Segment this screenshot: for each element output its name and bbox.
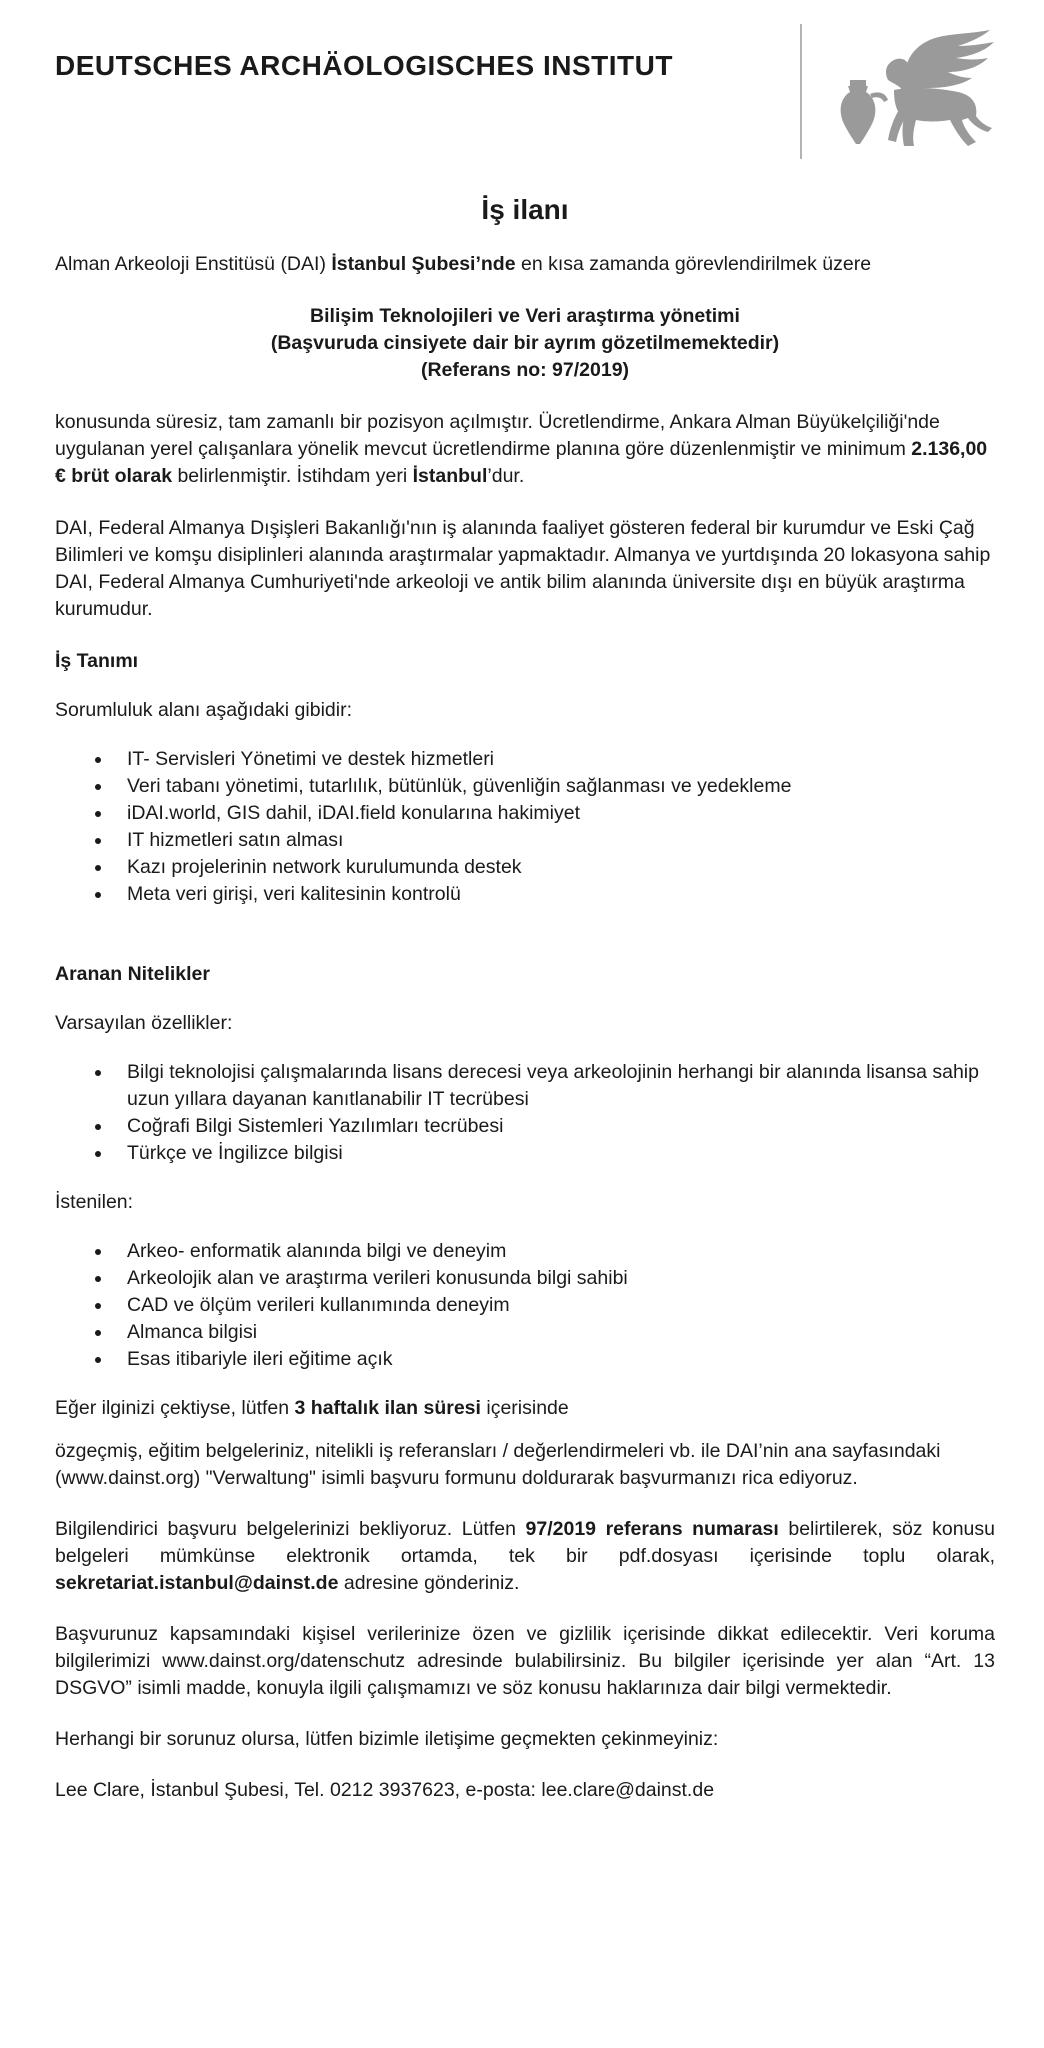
- salary-text-mid: belirlenmiştir. İstihdam yeri: [172, 465, 413, 487]
- application-submit: [55, 1516, 995, 1597]
- deadline-text-end: içerisinde: [480, 1397, 569, 1419]
- submit-text-mid: belirtilerek, söz konusu belgeleri mümkünse elektronik ortamda, tek bir pdf.dosyası içerisinde toplu olarak,: [55, 1518, 995, 1567]
- submit-text-end: adresine gönderiniz.: [338, 1572, 520, 1594]
- application-documents: özgeçmiş, eğitim belgeleriniz, nitelikli iş referansları / değerlendirmeleri vb. ile DAI’nin ana sayfasındaki (www.dainst.org) "Verwaltung" isimli başvuru formunu doldurarak başvurmanızı rica ediyoruz.: [55, 1440, 941, 1489]
- about-paragraph: DAI, Federal Almanya Dışişleri Bakanlığı'nın iş alanında faaliyet gösteren federal bir kurumdur ve Eski Çağ Bilimleri ve komşu disiplinleri alanında araştırmalar yapmaktadır. Almanya ve yurtdışında 20 lokasyona sahip DAI, Federal Almanya Cumhuriyeti'nde arkeoloji ve antik bilim alanında üniversite dışı en büyük araştırma kurumudur.: [55, 517, 991, 620]
- submit-reference: 97/2019 referans numarası: [525, 1518, 779, 1540]
- list-item: Kazı projelerinin network kurulumunda destek: [55, 854, 995, 881]
- position-reference: (Referans no: 97/2019): [420, 359, 630, 381]
- desired-list: [55, 1238, 995, 1373]
- salary-text-end: ’dur.: [487, 465, 525, 487]
- list-item: Veri tabanı yönetimi, tutarlılık, bütünlük, güvenliğin sağlanması ve yedekleme: [55, 773, 995, 800]
- griffin-logo-icon: [830, 28, 1000, 153]
- list-item: IT hizmetleri satın alması: [55, 827, 995, 854]
- submit-email: sekretariat.istanbul@dainst.de: [55, 1572, 339, 1594]
- page-title: İş ilanı: [481, 194, 569, 225]
- job-description-heading: İş Tanımı: [55, 650, 139, 672]
- list-item: Bilgi teknolojisi çalışmalarında lisans derecesi veya arkeolojinin herhangi bir alanında lisansa sahip uzun yıllara dayanan kanıtlanabilir IT tecrübesi: [55, 1059, 995, 1113]
- list-item: IT- Servisleri Yönetimi ve destek hizmetleri: [55, 746, 995, 773]
- list-item: Türkçe ve İngilizce bilgisi: [55, 1140, 995, 1167]
- intro-text: Alman Arkeoloji Enstitüsü (DAI): [55, 253, 332, 275]
- list-item: Arkeo- enformatik alanında bilgi ve deneyim: [55, 1238, 995, 1265]
- application-deadline: [55, 1395, 995, 1422]
- required-intro: Varsayılan özellikler:: [55, 1012, 233, 1034]
- required-list: [55, 1059, 995, 1167]
- qualifications-heading: Aranan Nitelikler: [55, 963, 210, 985]
- contact-details: Lee Clare, İstanbul Şubesi, Tel. 0212 3937623, e-posta: lee.clare@dainst.de: [55, 1779, 715, 1801]
- list-item: CAD ve ölçüm verileri kullanımında deneyim: [55, 1292, 995, 1319]
- job-posting: [55, 192, 995, 1804]
- intro-text-end: en kısa zamanda görevlendirilmek üzere: [515, 253, 872, 275]
- salary-amount: 2.136,00 € brüt olarak: [55, 438, 988, 487]
- position-note: (Başvuruda cinsiyete dair bir ayrım gözetilmemektedir): [270, 332, 780, 354]
- privacy-paragraph: Başvurunuz kapsamındaki kişisel verilerinize özen ve gizlilik içerisinde dikkat edilecektir. Veri koruma bilgilerimizi www.dainst.org/datenschutz adresinde bulabilirsiniz. Bu bilgiler içerisinde yer alan “Art. 13 DSGVO” isimli madde, konuyla ilgili çalışmamızı ve söz konusu haklarınıza dair bilgi vermektedir.: [55, 1623, 995, 1699]
- institute-name: DEUTSCHES ARCHÄOLOGISCHES INSTITUT: [55, 50, 673, 81]
- intro-paragraph: [55, 251, 995, 278]
- list-item: Coğrafi Bilgi Sistemleri Yazılımları tecrübesi: [55, 1113, 995, 1140]
- list-item: Esas itibariyle ileri eğitime açık: [55, 1346, 995, 1373]
- work-location: İstanbul: [412, 465, 488, 487]
- list-item: Almanca bilgisi: [55, 1319, 995, 1346]
- header-divider: [800, 24, 802, 159]
- desired-intro: İstenilen:: [55, 1191, 134, 1213]
- deadline-period: 3 haftalık ilan süresi: [294, 1397, 481, 1419]
- deadline-text: Eğer ilginizi çektiyse, lütfen: [55, 1397, 295, 1419]
- contact-invite: Herhangi bir sorunuz olursa, lütfen bizimle iletişime geçmekten çekinmeyiniz:: [55, 1728, 719, 1750]
- job-description-intro: Sorumluluk alanı aşağıdaki gibidir:: [55, 699, 352, 721]
- letterhead: [0, 0, 1044, 170]
- list-item: Arkeolojik alan ve araştırma verileri konusunda bilgi sahibi: [55, 1265, 995, 1292]
- submit-text: Bilgilendirici başvuru belgelerinizi bekliyoruz. Lütfen: [55, 1518, 526, 1540]
- position-block: [55, 303, 995, 384]
- responsibility-list: [55, 746, 995, 908]
- list-item: iDAI.world, GIS dahil, iDAI.field konularına hakimiyet: [55, 800, 995, 827]
- intro-location: İstanbul Şubesi’nde: [331, 253, 516, 275]
- salary-paragraph: [55, 409, 995, 490]
- position-name: Bilişim Teknolojileri ve Veri araştırma yönetimi: [310, 305, 740, 327]
- list-item: Meta veri girişi, veri kalitesinin kontrolü: [55, 881, 995, 908]
- salary-text: konusunda süresiz, tam zamanlı bir pozisyon açılmıştır. Ücretlendirme, Ankara Alman Büyükelçiliği'nde uygulanan yerel çalışanlara yönelik mevcut ücretlendirme planına göre düzenlenmiştir ve minimum: [55, 411, 940, 460]
